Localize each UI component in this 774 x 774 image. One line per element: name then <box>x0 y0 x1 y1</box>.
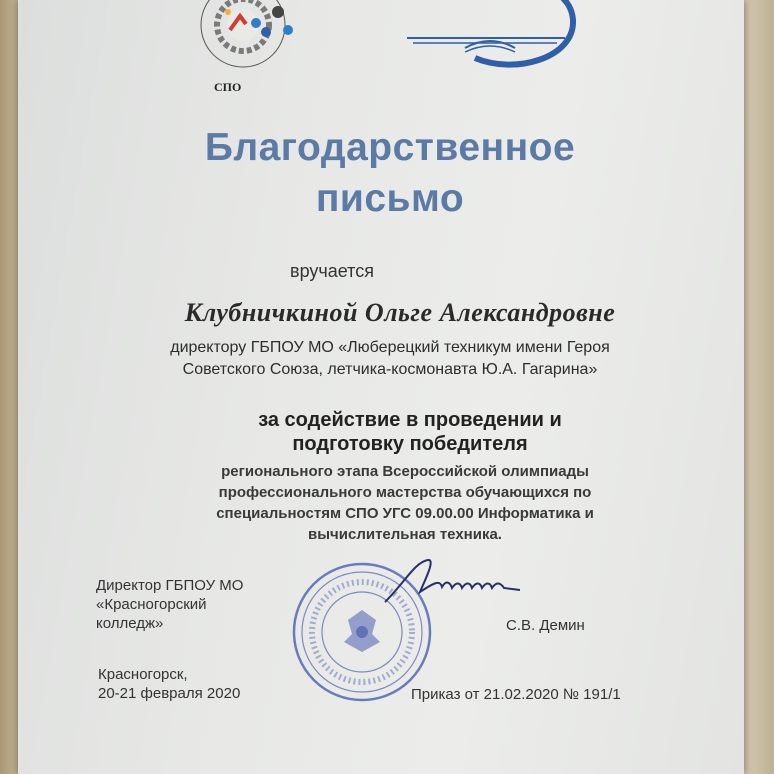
certificate-title-line1: Благодарственное <box>204 126 576 169</box>
certificate-title-line2: письмо <box>315 177 465 220</box>
logo-label: СПО <box>214 80 242 94</box>
signer-title <box>96 576 243 633</box>
signer-title-line: колледж» <box>96 615 164 632</box>
place-date <box>98 665 240 703</box>
reason-line: подготовку победителя <box>292 433 528 455</box>
recipient-position <box>100 337 680 381</box>
position-line: Советского Союза, летчика-космонавта Ю.А. Гагарина» <box>182 361 598 378</box>
olympiad-logo <box>168 0 318 100</box>
position-line: директору ГБПОУ МО «Люберецкий техникум имени Героя <box>170 339 610 356</box>
date: 20-21 февраля 2020 <box>98 685 241 702</box>
reason-line: за содействие в проведении и <box>258 409 562 431</box>
order-reference: Приказ от 21.02.2020 № 191/1 <box>411 686 621 703</box>
details-line: вычислительная техника. <box>308 526 502 543</box>
details-line: профессионального мастерства обучающихся по <box>218 484 592 501</box>
award-reason <box>140 408 680 456</box>
signer-name: С.В. Демин <box>506 617 585 634</box>
details-line: специальностям СПО УГС 09.00.00 Информатика и <box>216 505 594 522</box>
signer-title-line: «Красногорский <box>96 596 207 613</box>
background-wall-right <box>740 0 774 774</box>
awarded-label: вручается <box>290 261 374 281</box>
details-line: регионального этапа Всероссийской олимпиады <box>221 463 589 480</box>
award-details <box>150 461 660 545</box>
signer-title-line: Директор ГБПОУ МО <box>96 577 244 594</box>
place: Красногорск, <box>98 666 188 683</box>
college-logo <box>395 0 585 80</box>
signature <box>380 552 530 612</box>
recipient-name: Клубничкиной Ольге Александровне <box>184 298 616 327</box>
